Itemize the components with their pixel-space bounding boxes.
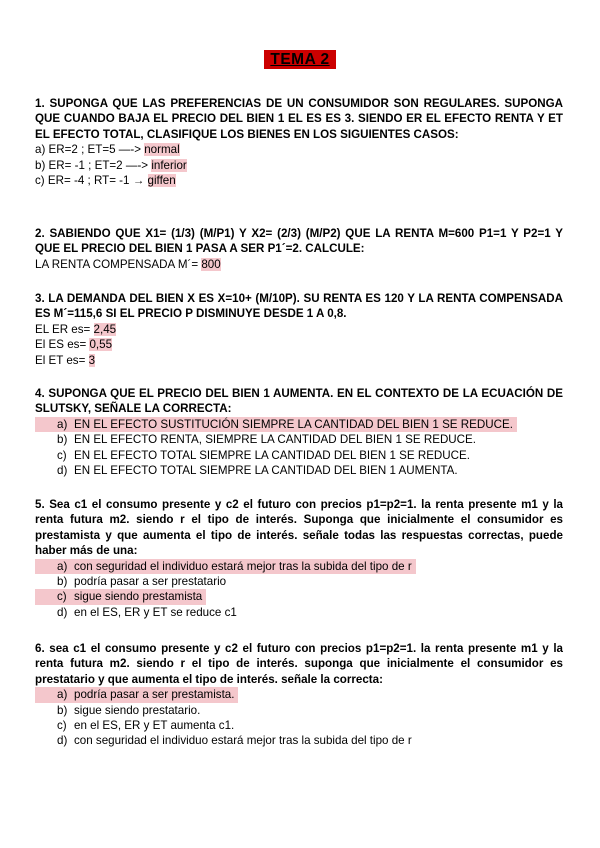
question-3 <box>35 291 563 368</box>
q1-case-b <box>35 158 563 173</box>
q5-option-d-text: en el ES, ER y ET se reduce c1 <box>74 605 237 619</box>
q1-case-c-prefix: c) ER= -4 ; RT= -1 → <box>35 174 148 188</box>
q4-option-b <box>35 432 563 447</box>
q4-option-c-text: EN EL EFECTO TOTAL SIEMPRE LA CANTIDAD DEL BIEN 1 SE REDUCE. <box>74 448 471 462</box>
q5-option-d-letter: d) <box>57 605 68 619</box>
q1-case-b-answer: inferior <box>151 158 187 172</box>
q4-option-b-text: EN EL EFECTO RENTA, SIEMPRE LA CANTIDAD DEL BIEN 1 SE REDUCE. <box>74 433 477 447</box>
q2-answer: 800 <box>201 257 221 271</box>
q4-option-a-text: EN EL EFECTO SUSTITUCIÓN SIEMPRE LA CANTIDAD DEL BIEN 1 SE REDUCE. <box>74 417 513 431</box>
q5-option-c-letter: c) <box>57 590 67 604</box>
question-2-text: 2. SABIENDO QUE X1= (1/3) (M/P1) Y X2= (2/3) (M/P2) QUE LA RENTA M=600 P1=1 Y P2=1 Y QUE EL PRECIO DEL BIEN 1 PASA A SER P1´=2. CALCULE: <box>35 227 563 256</box>
q6-option-b-text: sigue siendo prestatario. <box>74 703 201 717</box>
q3-es-prefix: El ES es= <box>35 338 90 352</box>
q6-option-a <box>35 687 563 702</box>
question-4-text: 4. SUPONGA QUE EL PRECIO DEL BIEN 1 AUMENTA. EN EL CONTEXTO DE LA ECUACIÓN DE SLUTSKY, SEÑALE LA CORRECTA: <box>35 387 563 416</box>
q4-option-d-text: EN EL EFECTO TOTAL SIEMPRE LA CANTIDAD DEL BIEN 1 AUMENTA. <box>74 464 458 478</box>
title-wrap <box>0 50 600 69</box>
q6-options <box>35 687 563 749</box>
q4-option-c <box>35 448 563 463</box>
q6-option-a-letter: a) <box>57 688 68 702</box>
q6-option-d-letter: d) <box>57 734 68 748</box>
q4-option-a-letter: a) <box>57 417 68 431</box>
q5-option-a-letter: a) <box>57 559 68 573</box>
q3-er-line <box>35 322 563 337</box>
q5-option-a <box>35 559 563 574</box>
q4-option-c-letter: c) <box>57 448 67 462</box>
question-3-text: 3. LA DEMANDA DEL BIEN X ES X=10+ (M/10P). SU RENTA ES 120 Y LA RENTA COMPENSADA ES M´=115,6 SI EL PRECIO P DISMINUYE DESDE 1 A 0,8. <box>35 292 563 321</box>
q6-option-c <box>35 718 563 733</box>
q5-option-d <box>35 605 563 620</box>
q3-er-answer: 2,45 <box>93 322 117 336</box>
question-5-text: 5. Sea c1 el consumo presente y c2 el futuro con precios p1=p2=1. la renta presente m1 y la renta futura m2. siendo r el tipo de interés. Suponga que inicialmente el consumidor es prestamista y que aumenta el tipo de interés. señale todas las respuestas correctas, puede haber más de una: <box>35 498 563 558</box>
q6-option-d <box>35 733 563 748</box>
q1-case-a-answer: normal <box>144 143 180 157</box>
q6-option-b-letter: b) <box>57 703 68 717</box>
q3-et-line <box>35 353 563 368</box>
q2-answer-line <box>35 257 563 272</box>
q6-option-b <box>35 703 563 718</box>
q3-er-prefix: EL ER es= <box>35 322 94 336</box>
q5-option-a-text: con seguridad el individuo estará mejor tras la subida del tipo de r <box>74 559 412 573</box>
question-5 <box>35 497 563 620</box>
q5-option-b-letter: b) <box>57 575 68 589</box>
q1-case-c <box>35 173 563 188</box>
question-1 <box>35 96 563 188</box>
page-title: TEMA 2 <box>264 50 335 69</box>
question-1-text: 1. SUPONGA QUE LAS PREFERENCIAS DE UN CONSUMIDOR SON REGULARES. SUPONGA QUE CUANDO BAJA EL PRECIO DEL BIEN 1 EL ES ES 3. SIENDO ER EL EFECTO RENTA Y ET EL EFECTO TOTAL, CLASIFIQUE LOS BIENES EN LOS SIGUIENTES CASOS: <box>35 97 563 141</box>
q4-option-a <box>35 417 563 432</box>
q1-case-c-answer: giffen <box>147 174 176 188</box>
q4-option-d-letter: d) <box>57 464 68 478</box>
question-2 <box>35 226 563 272</box>
q6-option-c-text: en el ES, ER y ET aumenta c1. <box>74 719 235 733</box>
q5-option-c-text: sigue siendo prestamista <box>74 590 203 604</box>
q5-options <box>35 559 563 621</box>
q6-option-d-text: con seguridad el individuo estará mejor tras la subida del tipo de r <box>74 734 412 748</box>
q6-option-a-text: podría pasar a ser prestamista. <box>74 688 235 702</box>
q3-es-line <box>35 337 563 352</box>
q2-answer-prefix: LA RENTA COMPENSADA M´= <box>35 257 202 271</box>
q3-et-answer: 3 <box>88 353 96 367</box>
q1-case-b-prefix: b) ER= -1 ; ET=2 —-> <box>35 158 152 172</box>
q6-option-c-letter: c) <box>57 719 67 733</box>
q5-option-c <box>35 589 563 604</box>
q1-case-a <box>35 142 563 157</box>
q3-et-prefix: El ET es= <box>35 353 89 367</box>
q5-option-b <box>35 574 563 589</box>
q4-option-d <box>35 463 563 478</box>
q3-es-answer: 0,55 <box>89 338 113 352</box>
question-6 <box>35 641 563 749</box>
question-6-text: 6. sea c1 el consumo presente y c2 el futuro con precios p1=p2=1. la renta presente m1 y la renta futura m2. siendo r el tipo de interés. suponga que inicialmente el consumidor es prestatario y que aumenta el tipo de interés. señale la correcta: <box>35 642 563 686</box>
q4-option-b-letter: b) <box>57 433 68 447</box>
q5-option-b-text: podría pasar a ser prestatario <box>74 575 227 589</box>
question-4 <box>35 386 563 478</box>
q1-case-a-prefix: a) ER=2 ; ET=5 —-> <box>35 143 145 157</box>
q4-options <box>35 417 563 479</box>
